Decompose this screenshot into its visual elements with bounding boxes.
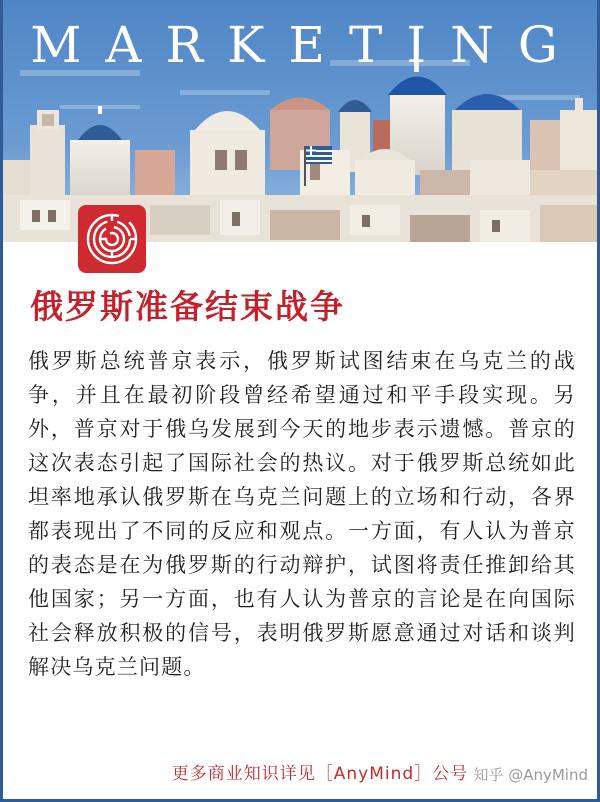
brand-logo <box>78 205 146 273</box>
footer-promo-text: 更多商业知识详见［AnyMind］公号 <box>171 764 469 784</box>
article-headline: 俄罗斯准备结束战争 <box>30 287 345 326</box>
hero-title: MARKETING <box>30 16 582 74</box>
article-body: 俄罗斯总统普京表示，俄罗斯试图结束在乌克兰的战争，并且在最初阶段曾经希望通过和平手段实现。另外，普京对于俄乌发展到今天的地步表示遗憾。普京的这次表态引起了国际社会的热议。对于俄罗斯总统如此坦率地承认俄罗斯在乌克兰问题上的立场和行动，各界都表现出了不同的反应和观点。一方面，有人认为普京的表态是在为俄罗斯的行动辩护，试图将责任推卸给其他国家；另一方面，也有人认为普京的言论是在向国际社会释放积极的信号，表明俄罗斯愿意通过对话和谈判解决乌克兰问题。 <box>28 349 576 679</box>
maze-icon <box>78 205 146 273</box>
watermark: 知乎 @AnyMind <box>473 766 588 784</box>
frame-left-border <box>0 0 3 802</box>
